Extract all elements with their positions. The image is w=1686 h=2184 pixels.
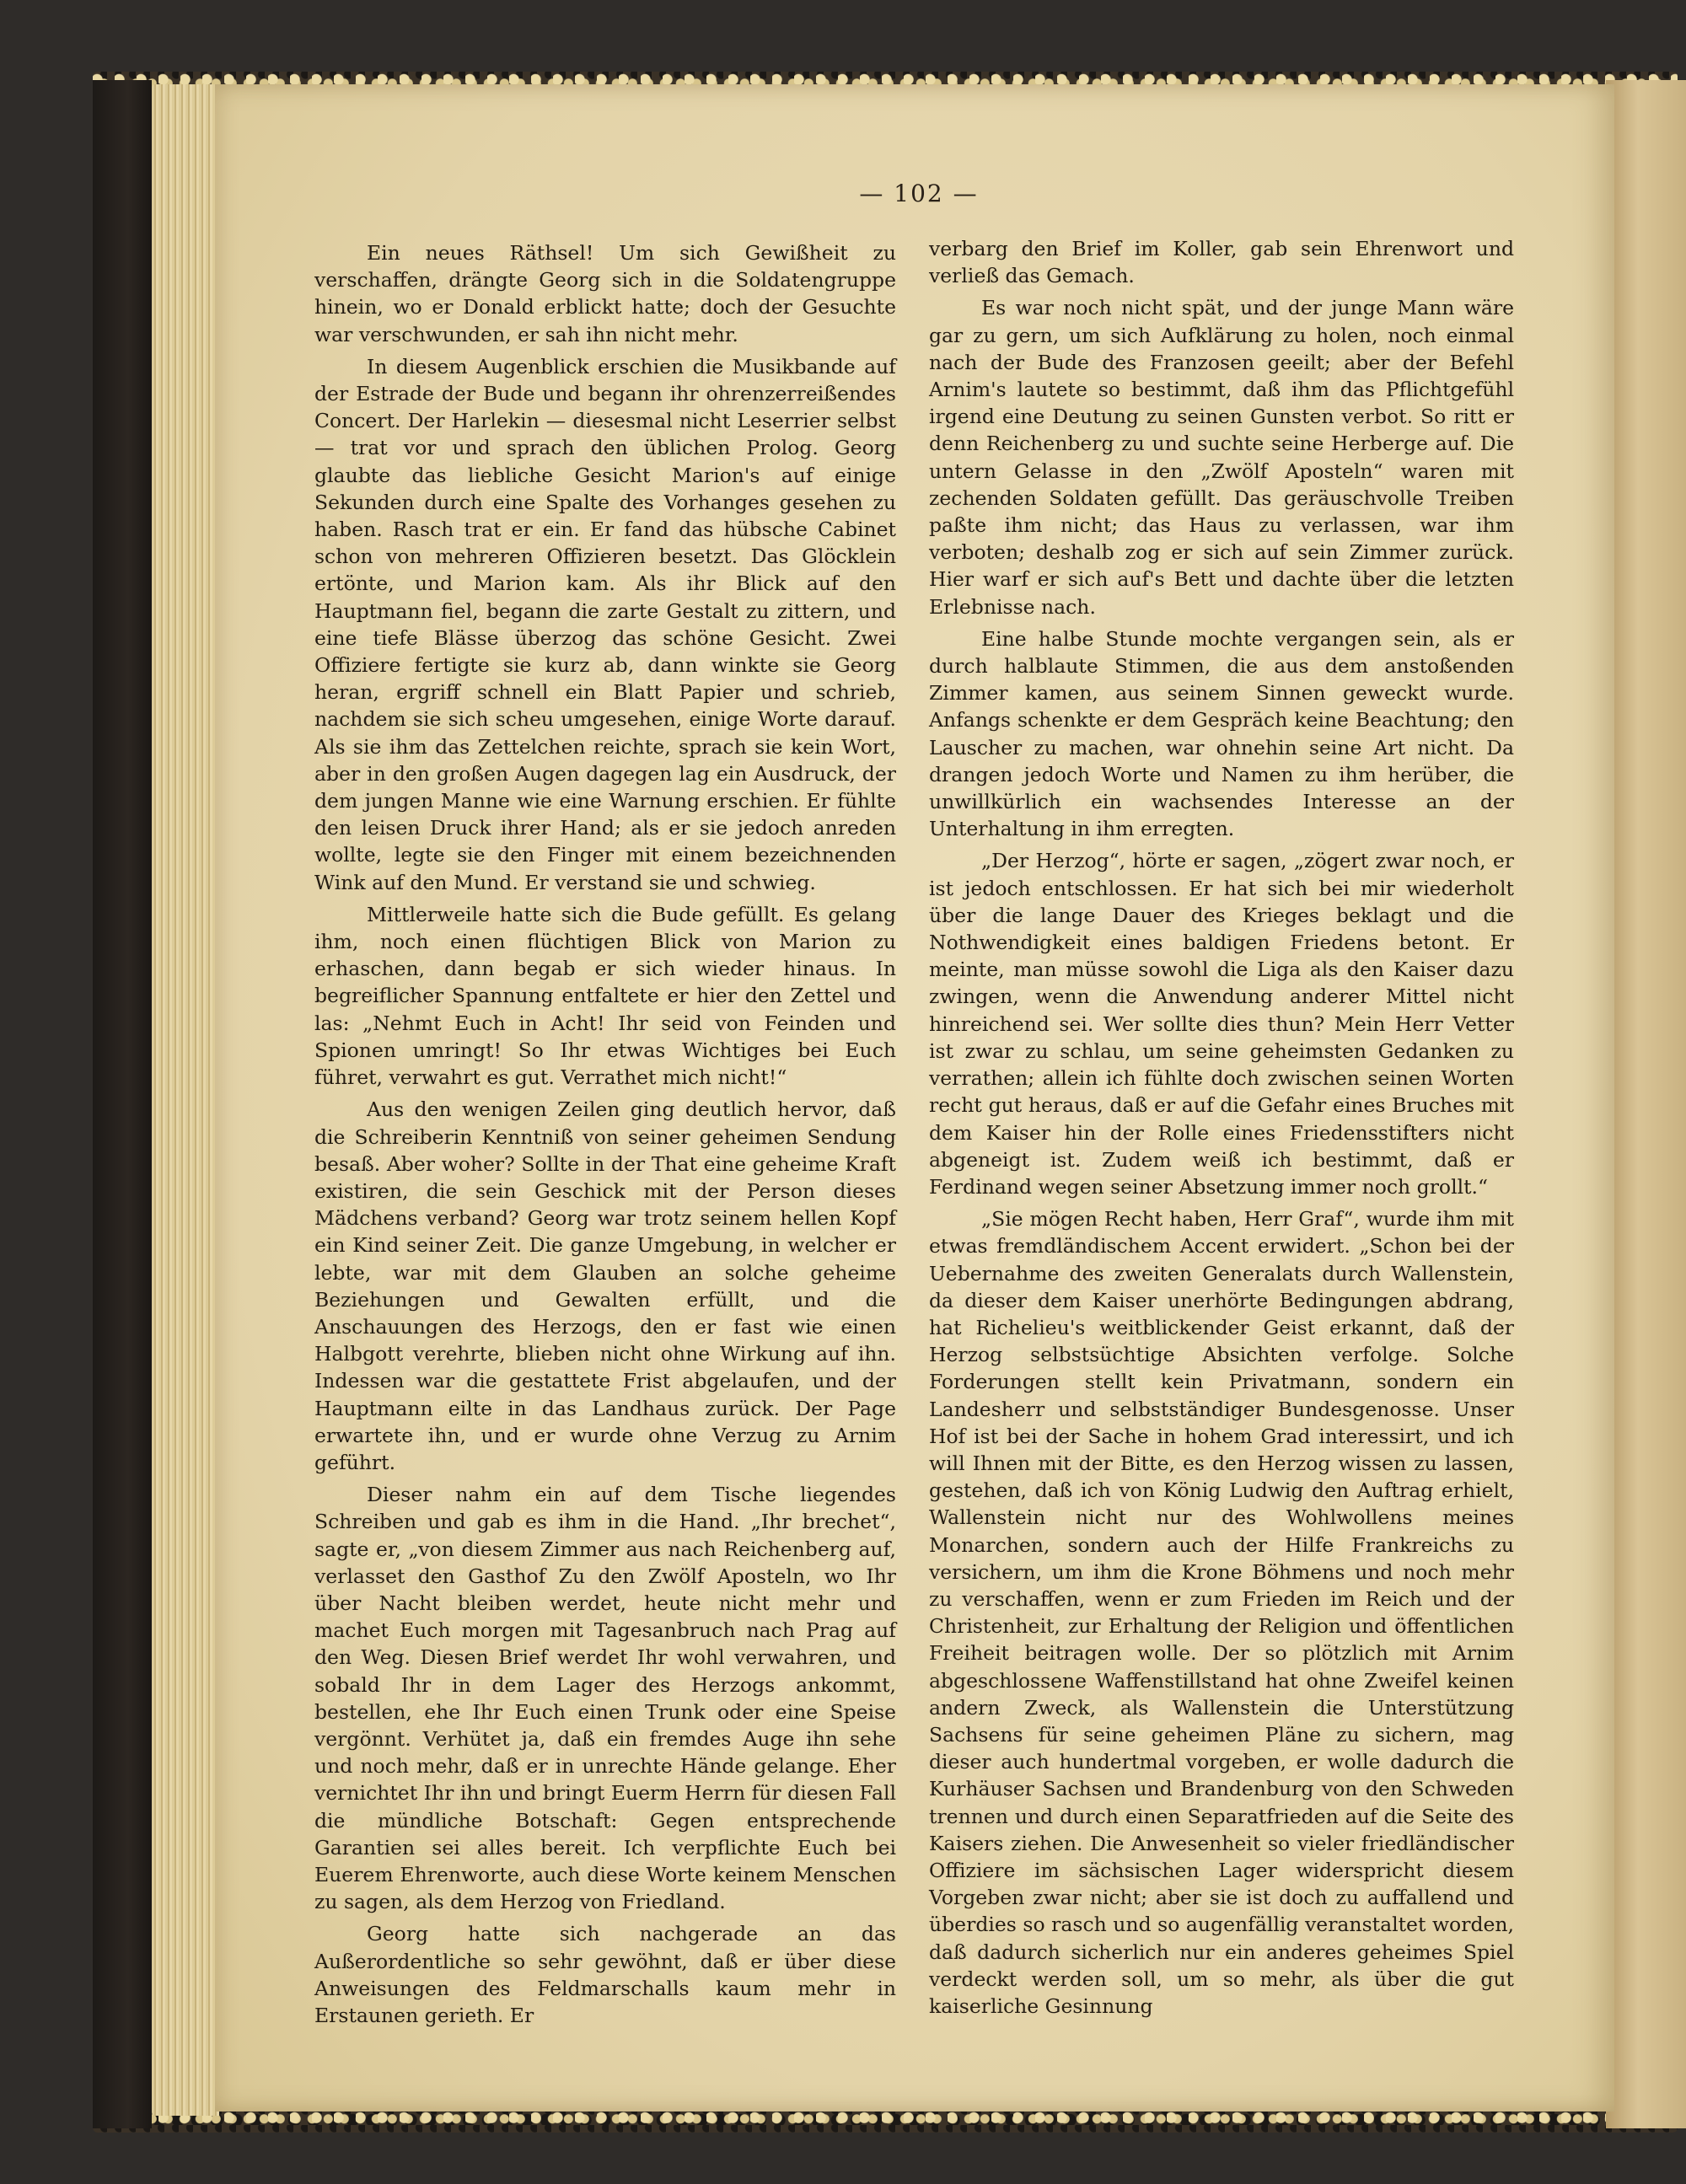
page-number: — 102 — [859,180,979,207]
paragraph: „Sie mögen Recht haben, Herr Graf“, wurde ihm mit etwas fremdländischem Accent erwidert. „Schon bei der Uebernahme des zweiten Generalats durch Wallenstein, da dieser dem Kaiser unerhörte Bedingungen abdrang, hat Richelieu's weitblickender Geist erkannt, daß der Herzog selbstsüchtige Absichten verfolge. Solche Forderungen stellt kein Privatmann, sondern ein Landesherr und selbstständiger Bundesgenosse. Unser Hof ist bei der Sache in hohem Grad interessirt, und ich will Ihnen mit der Bitte, es den Herzog wissen zu lassen, gestehen, daß ich von König Ludwig den Auftrag erhielt, Wallenstein nicht nur des Wohlwollens meines Monarchen, sondern auch der Hilfe Frankreichs zu versichern, um ihm die Krone Böhmens und noch mehr zu verschaffen, wenn er zum Frieden im Reich und der Christenheit, zur Erhaltung der Religion und öffentlichen Freiheit beitragen wolle. Der so plötzlich mit Arnim abgeschlossene Waffenstillstand hat ohne Zweifel keinen andern Zweck, als Wallenstein die Unterstützung Sachsens für seine geheimen Pläne zu sichern, mag dieser auch hundertmal vorgeben, er wolle dadurch die Kurhäuser Sachsen und Brandenburg von den Schweden trennen und durch einen Separatfrieden auf die Seite des Kaisers ziehen. Die Anwesenheit so vieler friedländischer Offiziere im sächsischen Lager widerspricht diesem Vorgeben zwar nicht; aber sie ist doch zu auffallend und überdies so rasch und so augenfällig veranstaltet worden, daß dadurch sicherlich nur ein anderes geheimes Spiel verdeckt werden soll, um so mehr, als über die gut kaiserliche Gesinnung [929,1207,1514,2018]
paragraph: Eine halbe Stunde mochte vergangen sein, als er durch halblaute Stimmen, die aus dem anstoßenden Zimmer kamen, aus seinem Sinnen geweckt wurde. Anfangs schenkte er dem Gespräch keine Beachtung; den Lauscher zu machen, war ohnehin seine Art nicht. Da drangen jedoch Worte und Namen zu ihm herüber, die unwillkürlich ein wachsendes Interesse an der Unterhaltung in ihm erregten. [929,626,1514,841]
paragraph: verbarg den Brief im Koller, gab sein Ehrenwort und verließ das Gemach. [929,237,1514,288]
left-text-column [314,239,896,2034]
paragraph: Ein neues Räthsel! Um sich Gewißheit zu verschaffen, drängte Georg sich in die Soldatengruppe hinein, wo er Donald erblickt hatte; doch der Gesuchte war verschwunden, er sah ihn nicht mehr. [314,241,896,346]
paragraph: In diesem Augenblick erschien die Musikbande auf der Estrade der Bude und begann ihr ohrenzerreißendes Concert. Der Harlekin — diesesmal nicht Leserrier selbst — trat vor und sprach den üblichen Prolog. Georg glaubte das liebliche Gesicht Marion's auf einige Sekunden durch eine Spalte des Vorhanges gesehen zu haben. Rasch trat er ein. Er fand das hübsche Cabinet schon von mehreren Offizieren besetzt. Das Glöcklein ertönte, und Marion kam. Als ihr Blick auf den Hauptmann fiel, begann die zarte Gestalt zu zittern, und eine tiefe Blässe überzog das schöne Gesicht. Zwei Offiziere fertigte sie kurz ab, dann winkte sie Georg heran, ergriff schnell ein Blatt Papier und schrieb, nachdem sie sich scheu umgesehen, einige Worte darauf. Als sie ihm das Zettelchen reichte, sprach sie kein Wort, aber in den großen Augen dagegen lag ein Ausdruck, der dem jungen Manne wie eine Warnung erschien. Er fühlte den leisen Druck ihrer Hand; als er sie jedoch anreden wollte, legte sie den Finger mit einem bezeichnenden Wink auf den Mund. Er verstand sie und schwieg. [314,354,896,894]
right-text-column [929,235,1514,2025]
book-spine [93,80,152,2128]
paragraph: „Der Herzog“, hörte er sagen, „zögert zwar noch, er ist jedoch entschlossen. Er hat sich bei mir wiederholt über die lange Dauer des Krieges beklagt und die Nothwendigkeit eines baldigen Friedens betont. Er meinte, man müsse sowohl die Liga als den Kaiser dazu zwingen, wenn die Anwendung anderer Mittel nicht hinreichend sei. Wer sollte dies thun? Mein Herr Vetter ist zwar zu schlau, um seine geheimsten Gedanken zu verrathen; allein ich fühlte doch zwischen seinen Worten recht gut heraus, daß er auf die Gefahr eines Bruches mit dem Kaiser hin der Rolle eines Friedensstifters nicht abgeneigt ist. Zudem weiß ich bestimmt, daß er Ferdinand wegen seiner Absetzung immer noch grollt.“ [929,849,1514,1199]
paragraph: Aus den wenigen Zeilen ging deutlich hervor, daß die Schreiberin Kenntniß von seiner geheimen Sendung besaß. Aber woher? Sollte in der That eine geheime Kraft existiren, die sein Geschick mit der Person dieses Mädchens verband? Georg war trotz seinem hellen Kopf ein Kind seiner Zeit. Die ganze Umgebung, in welcher er lebte, war mit dem Glauben an solche geheime Beziehungen und Gewalten erfüllt, und die Anschauungen des Herzogs, den er fast wie einen Halbgott verehrte, blieben nicht ohne Wirkung auf ihn. Indessen war die gestattete Frist abgelaufen, und der Hauptmann eilte in das Landhaus zurück. Der Page erwartete ihn, und er wurde ohne Verzug zu Arnim geführt. [314,1097,896,1474]
paragraph: Dieser nahm ein auf dem Tische liegendes Schreiben und gab es ihm in die Hand. „Ihr brechet“, sagte er, „von diesem Zimmer aus nach Reichenberg auf, verlasset den Gasthof Zu den Zwölf Aposteln, wo Ihr über Nacht bleiben werdet, heute nicht mehr und machet Euch morgen mit Tagesanbruch nach Prag auf den Weg. Diesen Brief werdet Ihr wohl verwahren, und sobald Ihr in dem Lager des Herzogs ankommt, bestellen, ehe Ihr Euch einen Trunk oder eine Speise vergönnt. Verhütet ja, daß ein fremdes Auge ihn sehe und noch mehr, daß er in unrechte Hände gelange. Eher vernichtet Ihr ihn und bringt Euerm Herrn für diesen Fall die mündliche Botschaft: Gegen entsprechende Garantien sei alles bereit. Ich verpflichte Euch bei Euerem Ehrenworte, auch diese Worte keinem Menschen zu sagen, als dem Herzog von Friedland. [314,1483,896,1914]
paragraph: Es war noch nicht spät, und der junge Mann wäre gar zu gern, um sich Aufklärung zu holen, noch einmal nach der Bude des Franzosen geeilt; aber der Befehl Arnim's lautete so bestimmt, daß ihm das Pflichtgefühl irgend eine Deutung zu seinen Gunsten verbot. So ritt er denn Reichenberg zu und suchte seine Herberge auf. Die untern Gelasse in den „Zwölf Aposteln“ waren mit zechenden Soldaten gefüllt. Das geräuschvolle Treiben paßte ihm nicht; das Haus zu verlassen, war ihm verboten; deshalb zog er sich auf sein Zimmer zurück. Hier warf er sich auf's Bett und dachte über die letzten Erlebnisse nach. [929,296,1514,619]
paragraph: Georg hatte sich nachgerade an das Außerordentliche so sehr gewöhnt, daß er über diese Anweisungen des Feldmarschalls kaum mehr in Erstaunen gerieth. Er [314,1922,896,2027]
paragraph: Mittlerweile hatte sich die Bude gefüllt. Es gelang ihm, noch einen flüchtigen Blick von Marion zu erhaschen, dann begab er sich wieder hinaus. In begreiflicher Spannung entfaltete er hier den Zettel und las: „Nehmt Euch in Acht! Ihr seid von Feinden und Spionen umringt! So Ihr etwas Wichtiges bei Euch führet, verwahrt es gut. Verrathet mich nicht!“ [314,902,896,1090]
facing-page-edge [1606,80,1686,2128]
page-edges [152,84,219,2116]
